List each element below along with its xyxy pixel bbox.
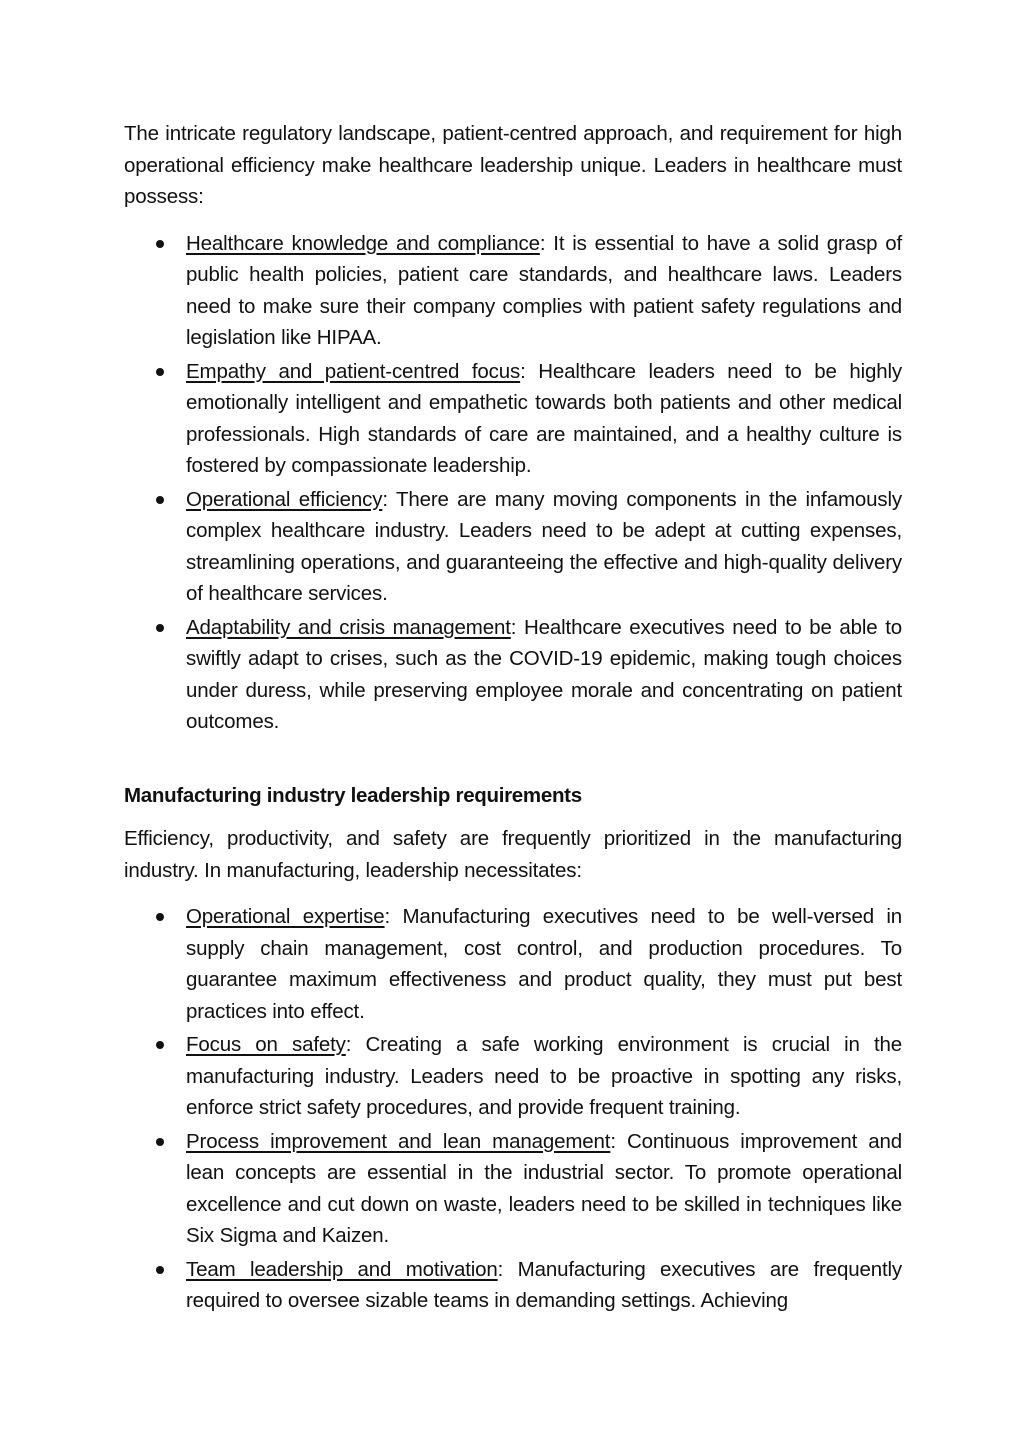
bullet-icon — [156, 496, 164, 504]
list-item — [124, 484, 902, 610]
list-item — [124, 356, 902, 482]
list-item — [124, 1029, 902, 1124]
item-term: Focus on safety — [186, 1033, 346, 1056]
item-term: Operational expertise — [186, 905, 385, 928]
item-term: Empathy and patient-centred focus — [186, 359, 521, 383]
bullet-icon — [156, 913, 164, 921]
item-text: : Manufacturing executives are frequently required to oversee sizable teams in demanding settings. Achieving — [186, 1257, 903, 1312]
item-term: Adaptability and crisis management — [186, 615, 511, 639]
list-item — [124, 228, 902, 354]
bullet-icon — [156, 368, 164, 376]
bullet-icon — [156, 1266, 164, 1274]
item-term: Healthcare knowledge and compliance — [186, 231, 540, 255]
healthcare-requirements-list — [124, 228, 902, 738]
item-text: : Healthcare leaders need to be highly emotionally intelligent and empathetic towards both patients and other medical professionals. High standards of care are maintained, and a healthy culture is fostered by compassionate leadership. — [186, 359, 902, 477]
intro-paragraph: The intricate regulatory landscape, patient-centred approach, and requirement for high operational efficiency make healthcare leadership unique. Leaders in healthcare must possess: — [124, 122, 902, 208]
section-intro-paragraph: Efficiency, productivity, and safety are frequently prioritized in the manufacturing industry. In manufacturing, leadership necessitates: — [124, 827, 902, 882]
item-text: : Manufacturing executives need to be well-versed in supply chain management, cost control, and production procedures. To guarantee maximum effectiveness and product quality, they must put best practices into effect. — [186, 905, 902, 1023]
item-term: Process improvement and lean management — [186, 1129, 611, 1153]
document-page — [124, 118, 902, 1319]
bullet-icon — [156, 240, 164, 248]
bullet-icon — [156, 1138, 164, 1146]
list-item — [124, 612, 902, 738]
item-text: : Continuous improvement and lean concepts are essential in the industrial sector. To promote operational excellence and cut down on waste, leaders need to be skilled in techniques like Six Sigma and Kaizen. — [186, 1129, 903, 1247]
item-text: : Creating a safe working environment is crucial in the manufacturing industry. Leaders need to be proactive in spotting any risks, enforce strict safety procedures, and provide frequent training. — [186, 1033, 902, 1119]
bullet-icon — [156, 1041, 164, 1049]
item-text: : It is essential to have a solid grasp of public health policies, patient care standards, and healthcare laws. Leaders need to make sure their company complies with patient safety regulations and legislation like HIPAA. — [186, 231, 903, 349]
item-term: Team leadership and motivation — [186, 1257, 498, 1281]
item-text: : There are many moving components in the infamously complex healthcare industry. Leaders need to be adept at cutting expenses, streamlining operations, and guaranteeing the effective and high-quality delivery of healthcare services. — [186, 487, 902, 605]
item-text: : Healthcare executives need to be able to swiftly adapt to crises, such as the COVID-19 epidemic, making tough choices under duress, while preserving employee morale and concentrating on patient outcomes. — [186, 615, 902, 733]
bullet-icon — [156, 624, 164, 632]
list-item — [124, 1126, 902, 1252]
manufacturing-requirements-list — [124, 901, 902, 1317]
list-item — [124, 1254, 902, 1317]
item-term: Operational efficiency — [186, 487, 383, 511]
section-heading: Manufacturing industry leadership requirements — [124, 783, 582, 807]
list-item — [124, 901, 902, 1027]
